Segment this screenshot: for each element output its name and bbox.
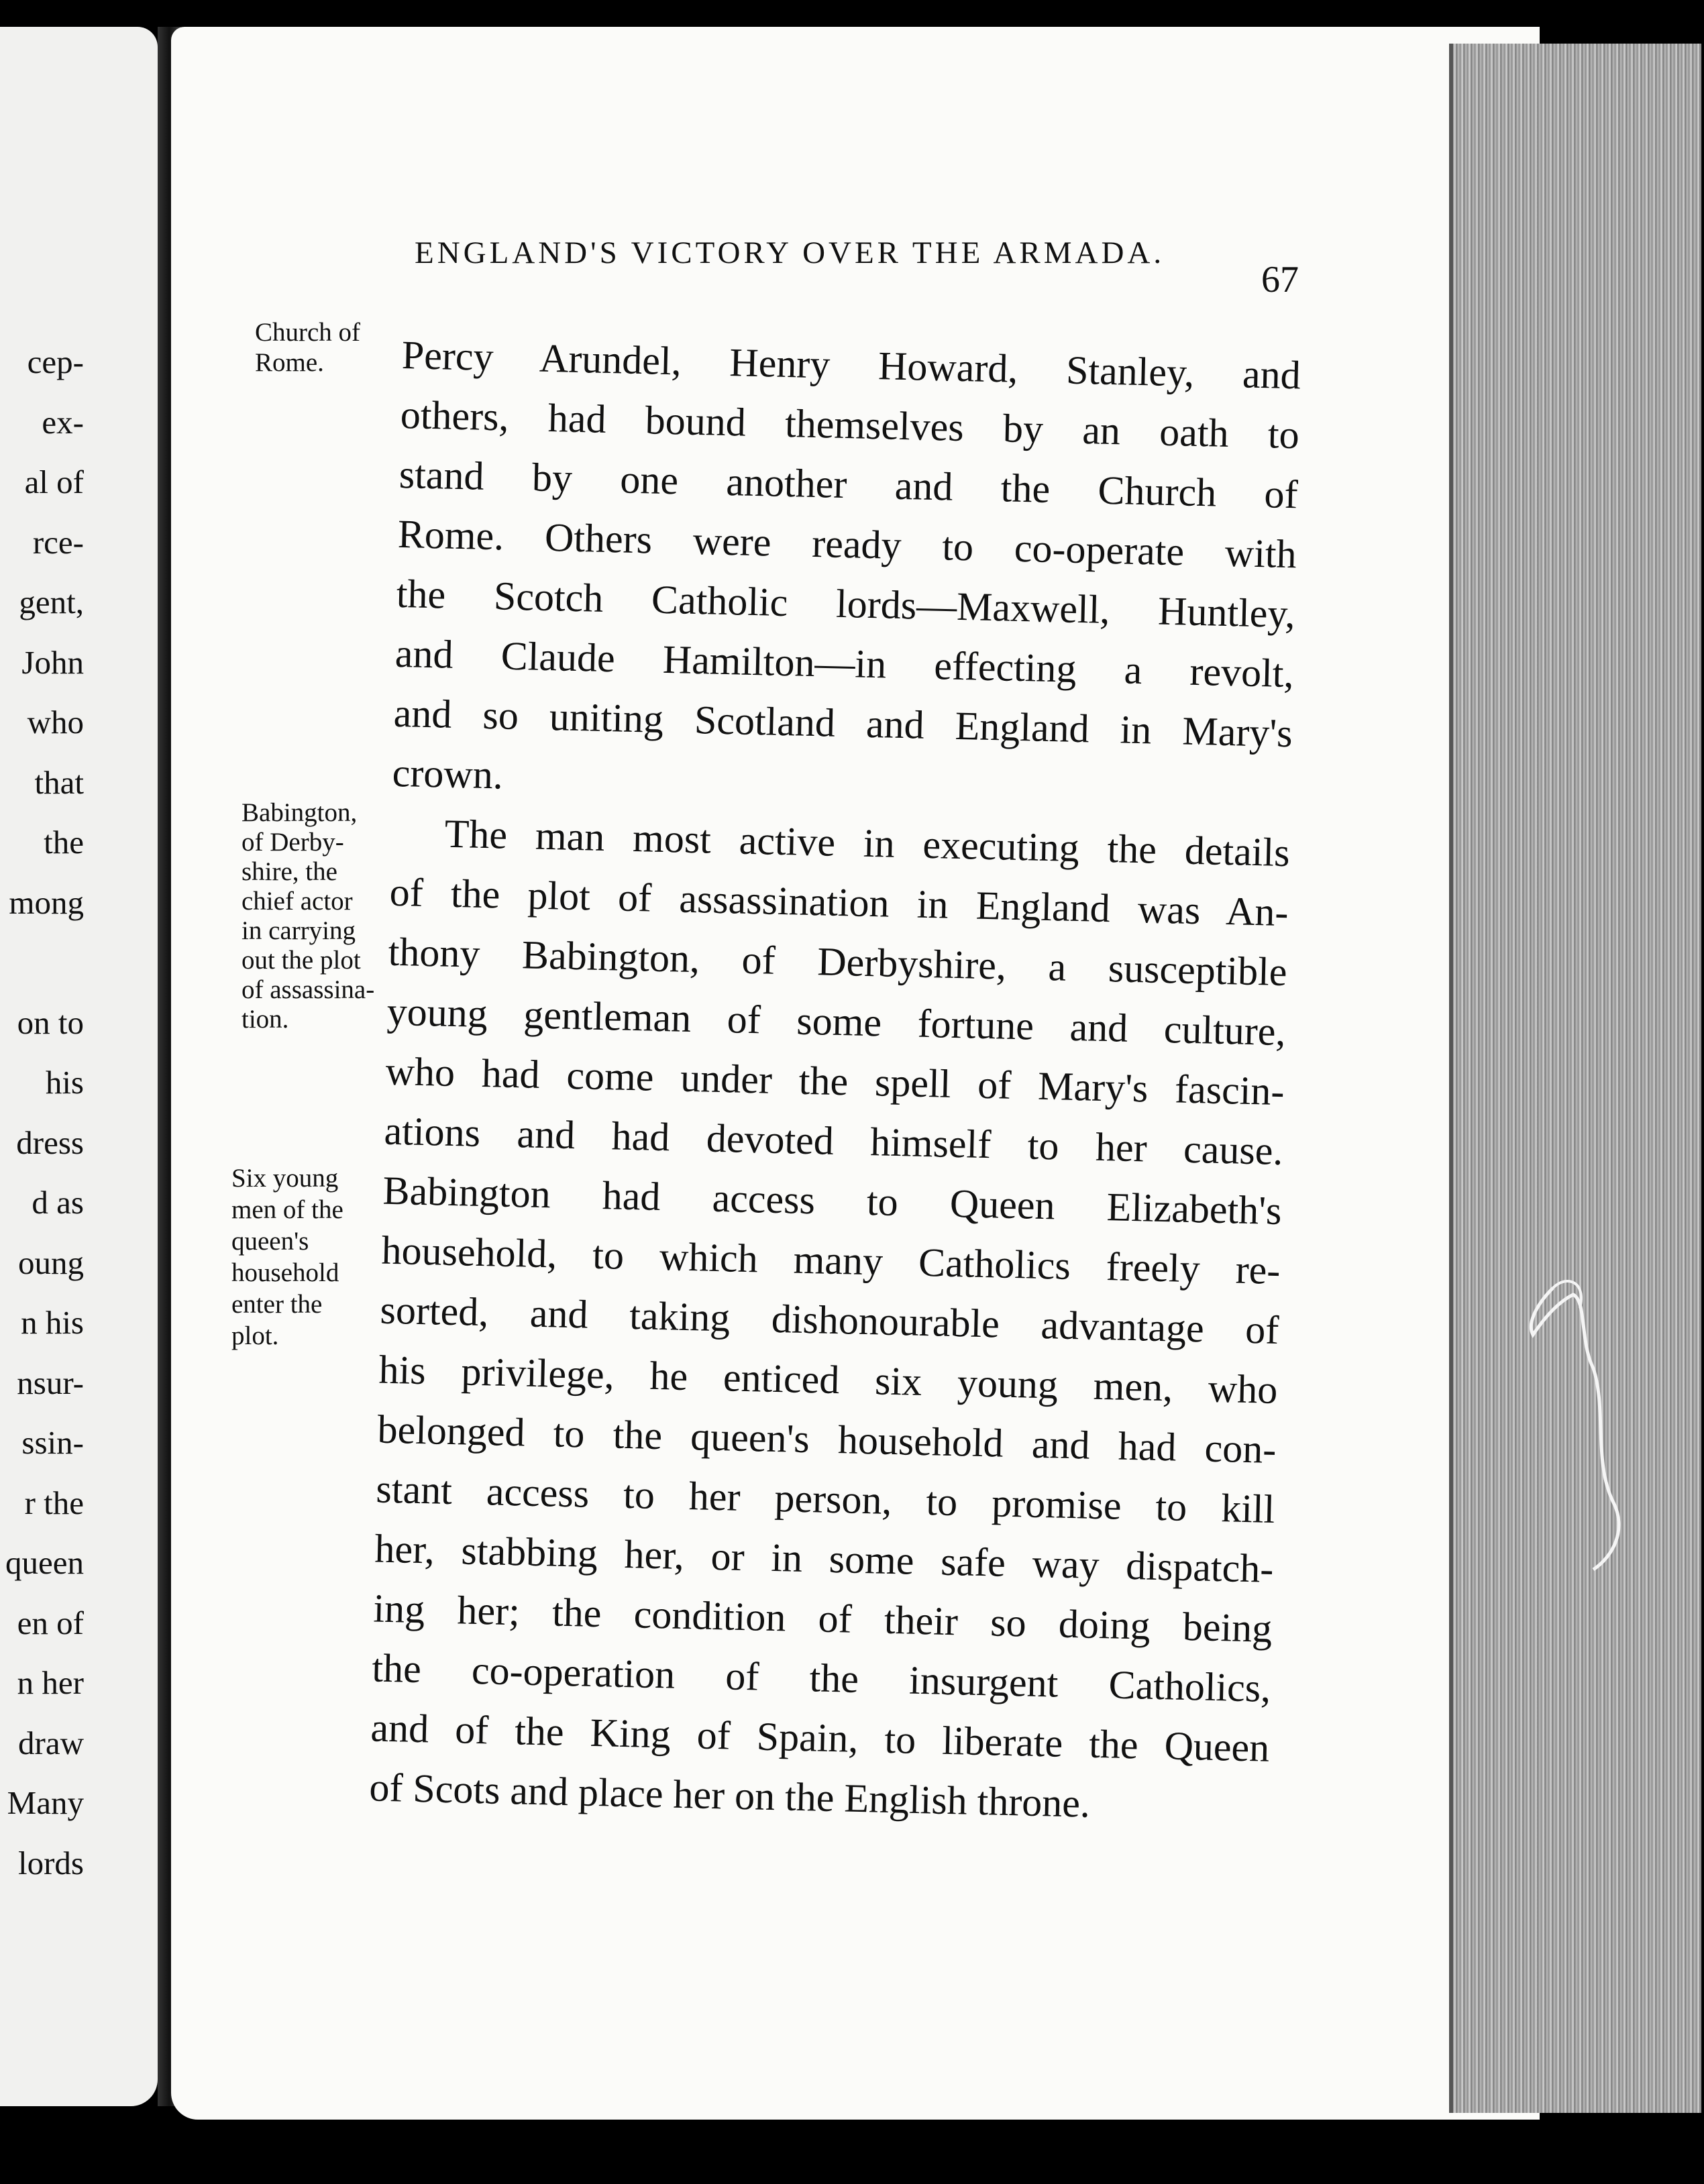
- margin-note-line: Six young: [231, 1164, 339, 1193]
- margin-note-line: plot.: [231, 1321, 279, 1350]
- margin-note-line: of assassina-: [242, 975, 375, 1004]
- margin-note-line: Church of: [255, 318, 361, 347]
- left-line: nsur-: [17, 1364, 84, 1401]
- text-line: thony Babington, of Derbyshire, a susceptible: [388, 929, 1288, 995]
- margin-note-church-of-rome: [255, 317, 360, 378]
- left-page-text-column: [0, 332, 84, 1893]
- text-line: The man most active in executing the details: [444, 811, 1291, 875]
- margin-note-line: of Derby-: [242, 828, 344, 857]
- running-head: ENGLAND'S VICTORY OVER THE ARMADA.: [415, 235, 1165, 270]
- text-line: of Scots and place her on the English throne.: [368, 1765, 1091, 1826]
- left-line: that: [34, 763, 84, 801]
- paragraph-1: [392, 325, 1301, 823]
- left-line: cep-: [27, 343, 84, 380]
- margin-note-line: Babington,: [242, 798, 358, 827]
- text-line: young gentleman of some fortune and culture,: [386, 989, 1287, 1054]
- margin-note-line: shire, the: [242, 857, 337, 886]
- text-line: crown.: [392, 750, 504, 798]
- margin-note-line: enter the: [231, 1290, 323, 1319]
- text-line: Babington had access to Queen Elizabeth's: [382, 1168, 1283, 1234]
- text-line: stant access to her person, to promise to kill: [375, 1466, 1276, 1531]
- left-line: rce-: [32, 523, 84, 561]
- text-line: household, to which many Catholics freely re-: [380, 1227, 1281, 1293]
- left-line: who: [27, 704, 84, 741]
- margin-note-line: queen's: [231, 1227, 309, 1256]
- text-line: ations and had devoted himself to her cause.: [384, 1108, 1284, 1174]
- margin-note-line: tion.: [242, 1005, 289, 1034]
- text-line: sorted, and taking dishonourable advantage of: [379, 1287, 1280, 1353]
- text-line: Rome. Others were ready to co-operate with: [397, 511, 1297, 577]
- text-line: who had come under the spell of Mary's fascin-: [385, 1048, 1285, 1114]
- text-line: ing her; the condition of their so doing being: [372, 1586, 1273, 1651]
- margin-note-babington: [242, 798, 374, 1034]
- text-line: his privilege, he enticed six young men, who: [378, 1347, 1279, 1412]
- body-text: [369, 325, 1301, 1838]
- left-line: the: [44, 824, 84, 861]
- margin-note-line: out the plot: [242, 946, 361, 975]
- text-line: stand by one another and the Church of: [398, 451, 1299, 517]
- left-line: John: [21, 643, 84, 681]
- margin-note-line: in carrying: [242, 916, 356, 945]
- left-line: d as: [32, 1184, 84, 1221]
- text-line: of the plot of assassination in England was An-: [389, 869, 1289, 935]
- text-line: others, had bound themselves by an oath to: [400, 392, 1300, 457]
- text-line: Percy Arundel, Henry Howard, Stanley, and: [401, 332, 1301, 398]
- text-line: and Claude Hamilton—in effecting a revolt,: [394, 631, 1295, 696]
- left-line: ex-: [42, 403, 84, 441]
- margin-note-line: Rome.: [255, 348, 324, 377]
- text-line: and so uniting Scotland and England in Mary's: [393, 690, 1293, 756]
- left-line: r the: [24, 1484, 84, 1521]
- left-line: gent,: [19, 584, 84, 620]
- left-line: ssin-: [21, 1424, 84, 1461]
- left-line: Many: [7, 1784, 84, 1821]
- left-line: draw: [18, 1724, 84, 1761]
- paragraph-2: [369, 803, 1291, 1838]
- text-line: her, stabbing her, or in some safe way dispatch-: [374, 1526, 1275, 1591]
- left-line: mong: [9, 883, 84, 921]
- text-line: the Scotch Catholic lords—Maxwell, Huntley,: [396, 571, 1296, 637]
- margin-note-line: men of the: [231, 1195, 343, 1224]
- text-line: belonged to the queen's household and had con-: [376, 1407, 1277, 1472]
- left-line: n his: [21, 1304, 84, 1341]
- left-page: [0, 27, 158, 2106]
- left-line: dress: [16, 1124, 84, 1161]
- edge-mark: [1513, 1261, 1647, 1576]
- left-line: al of: [24, 463, 84, 500]
- left-line: on to: [17, 1003, 84, 1041]
- left-line: n her: [17, 1664, 84, 1701]
- left-line: queen: [5, 1544, 84, 1581]
- left-line: oung: [18, 1244, 84, 1281]
- margin-note-line: chief actor: [242, 887, 353, 916]
- text-line: the co-operation of the insurgent Catholics,: [371, 1645, 1271, 1710]
- margin-note-six-young-men: [231, 1162, 343, 1352]
- page-number: 67: [1261, 259, 1299, 301]
- margin-note-line: household: [231, 1258, 339, 1287]
- left-line: his: [45, 1064, 84, 1101]
- page-edges: [1449, 44, 1701, 2113]
- text-line: and of the King of Spain, to liberate the Queen: [370, 1705, 1270, 1770]
- left-line: en of: [17, 1604, 84, 1641]
- left-line: [0, 932, 84, 993]
- left-line: lords: [18, 1844, 84, 1881]
